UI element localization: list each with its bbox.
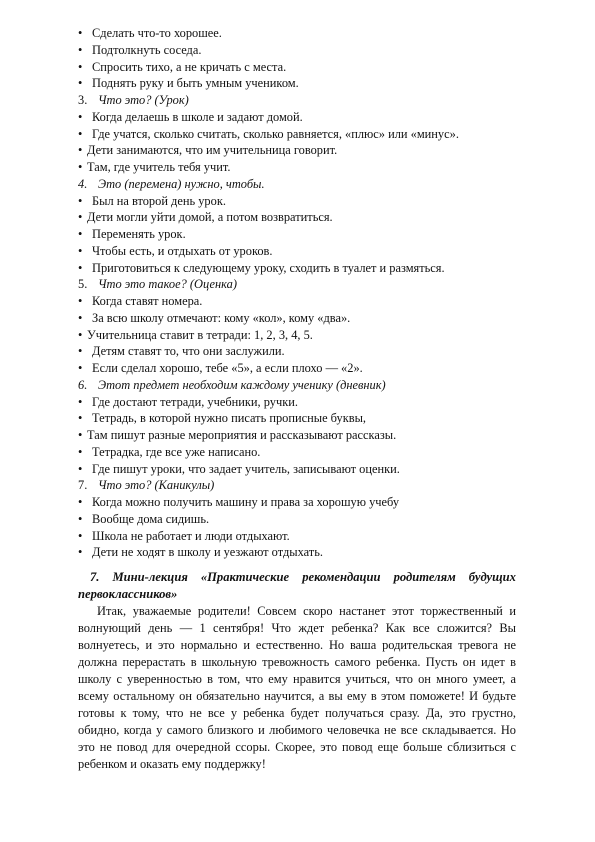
list-item-text: Поднять руку и быть умным учеником.	[92, 76, 299, 91]
list-item-text: Чтобы есть, и отдыхать от уроков.	[92, 243, 273, 258]
bullet-icon: •	[78, 260, 83, 275]
heading-word: рекомендации	[302, 570, 381, 584]
bullet-icon: •	[78, 42, 83, 57]
answers-list	[78, 25, 516, 561]
list-item-text: Тетрадка, где все уже написано.	[92, 444, 261, 459]
list-item	[78, 126, 516, 143]
list-item	[78, 427, 516, 444]
list-item-text: Там, где учитель тебя учит.	[87, 160, 231, 174]
list-item	[78, 260, 516, 277]
list-item	[78, 394, 516, 411]
list-item	[78, 42, 516, 59]
bullet-icon: •	[78, 361, 83, 375]
question-text: Что это? (Урок)	[98, 93, 189, 107]
list-item-text: Подтолкнуть соседа.	[92, 42, 202, 57]
list-item	[78, 343, 516, 360]
list-item	[78, 511, 516, 528]
section-paragraph: Итак, уважаемые родители! Совсем скоро настанет этот торжественный и волнующий день — 1 сентября! Что ждет ребенка? Как все сложится? Вы волнуетесь, и это нормально и естественно. Но ваша родительская тревога не должна перерастать в школьную тревожность самого ребенка. Пусть он идет в школу с уверенностью в том, что ему нравится учиться, что он много умеет, а всему остальному он обязательно научится, а вы ему в этом поможете! И будьте готовы к тому, что не все у ребенка будет получаться сразу. Да, это грустно, обидно, когда у самого близкого и любимого человечка не все складывается. Но это не повод для очередной ссоры. Скорее, это повод еще больше сблизиться с ребенком и оказать ему поддержку!	[78, 604, 516, 771]
bullet-icon: •	[78, 411, 83, 426]
list-item	[78, 142, 516, 159]
bullet-icon: •	[78, 143, 83, 158]
list-item-text: Тетрадь, в которой нужно писать прописные буквы,	[92, 411, 367, 426]
list-item	[78, 494, 516, 511]
list-item-text: Когда делаешь в школе и задают домой.	[92, 109, 303, 124]
list-item-text: Сделать что-то хорошее.	[92, 26, 222, 40]
list-item-text: Школа не работает и люди отдыхают.	[92, 528, 290, 543]
list-item	[78, 544, 516, 561]
question-number: 7.	[78, 478, 88, 493]
list-item-text: Дети не ходят в школу и уезжают отдыхать.	[92, 545, 323, 560]
heading-word: 7.	[90, 570, 100, 584]
bullet-icon: •	[78, 126, 83, 141]
list-item	[78, 461, 516, 478]
list-item-text: За всю школу отмечают: кому «кол», кому «два».	[92, 310, 351, 325]
question-line	[78, 92, 516, 109]
bullet-icon: •	[78, 428, 83, 442]
section-heading	[78, 569, 516, 602]
list-item-text: Учительница ставит в тетради: 1, 2, 3, 4, 5.	[87, 327, 313, 342]
question-text: Этот предмет необходим каждому ученику (дневник)	[98, 377, 386, 392]
list-item-text: Там пишут разные мероприятия и рассказывают рассказы.	[87, 428, 397, 442]
list-item-text: Дети занимаются, что им учительница говорит.	[87, 143, 338, 158]
list-item	[78, 193, 516, 210]
heading-word: Мини-лекция	[112, 570, 188, 584]
list-item	[78, 209, 516, 226]
list-item	[78, 226, 516, 243]
list-item	[78, 410, 516, 427]
question-number: 4.	[78, 176, 88, 191]
bullet-icon: •	[78, 528, 83, 543]
list-item	[78, 327, 516, 344]
bullet-icon: •	[78, 109, 83, 124]
question-line	[78, 276, 516, 293]
list-item	[78, 25, 516, 42]
question-text: Это (перемена) нужно, чтобы.	[98, 176, 265, 191]
list-item-text: Где пишут уроки, что задает учитель, записывают оценки.	[92, 461, 400, 476]
heading-word: «Практические	[200, 570, 290, 584]
list-item	[78, 159, 516, 176]
list-item-text: Где достают тетради, учебники, ручки.	[92, 394, 298, 409]
list-item-text: Вообще дома сидишь.	[92, 511, 210, 526]
bullet-icon: •	[78, 344, 83, 359]
question-number: 5.	[78, 277, 88, 292]
bullet-icon: •	[78, 210, 83, 225]
list-item	[78, 243, 516, 260]
question-line	[78, 377, 516, 394]
list-item-text: Приготовиться к следующему уроку, сходить в туалет и размяться.	[92, 260, 445, 275]
list-item	[78, 293, 516, 310]
section-heading-line-2: первоклассников»	[78, 586, 178, 601]
question-line	[78, 176, 516, 193]
bullet-icon: •	[78, 243, 83, 258]
question-text: Что это такое? (Оценка)	[98, 277, 237, 292]
bullet-icon: •	[78, 193, 83, 208]
bullet-icon: •	[78, 327, 83, 342]
bullet-icon: •	[78, 227, 83, 241]
bullet-icon: •	[78, 26, 83, 40]
bullet-icon: •	[78, 160, 83, 174]
question-line	[78, 477, 516, 494]
list-item	[78, 310, 516, 327]
list-item-text: Когда ставят номера.	[92, 294, 203, 308]
list-item-text: Был на второй день урок.	[92, 193, 226, 208]
list-item	[78, 109, 516, 126]
bullet-icon: •	[78, 310, 83, 325]
question-text: Что это? (Каникулы)	[98, 478, 215, 493]
list-item	[78, 444, 516, 461]
heading-word: будущих	[468, 570, 516, 584]
list-item	[78, 59, 516, 76]
bullet-icon: •	[78, 495, 83, 509]
list-item-text: Если сделал хорошо, тебе «5», а если плохо — «2».	[92, 361, 363, 375]
bullet-icon: •	[78, 394, 83, 409]
list-item	[78, 360, 516, 377]
bullet-icon: •	[78, 461, 83, 476]
bullet-icon: •	[78, 444, 83, 459]
list-item	[78, 75, 516, 92]
list-item-text: Спросить тихо, а не кричать с места.	[92, 59, 287, 74]
question-number: 3.	[78, 93, 88, 107]
list-item-text: Дети могли уйти домой, а потом возвратиться.	[87, 210, 333, 225]
document-page	[78, 25, 516, 773]
heading-word: родителям	[393, 570, 456, 584]
section-heading-line-1	[78, 569, 516, 586]
bullet-icon: •	[78, 294, 83, 308]
list-item-text: Когда можно получить машину и права за хорошую учебу	[92, 495, 400, 509]
bullet-icon: •	[78, 545, 83, 560]
list-item-text: Переменять урок.	[92, 227, 186, 241]
bullet-icon: •	[78, 59, 83, 74]
bullet-icon: •	[78, 76, 83, 91]
bullet-icon: •	[78, 511, 83, 526]
list-item	[78, 528, 516, 545]
list-item-text: Детям ставят то, что они заслужили.	[92, 344, 285, 359]
question-number: 6.	[78, 377, 88, 392]
list-item-text: Где учатся, сколько считать, сколько равняется, «плюс» или «минус».	[92, 126, 459, 141]
